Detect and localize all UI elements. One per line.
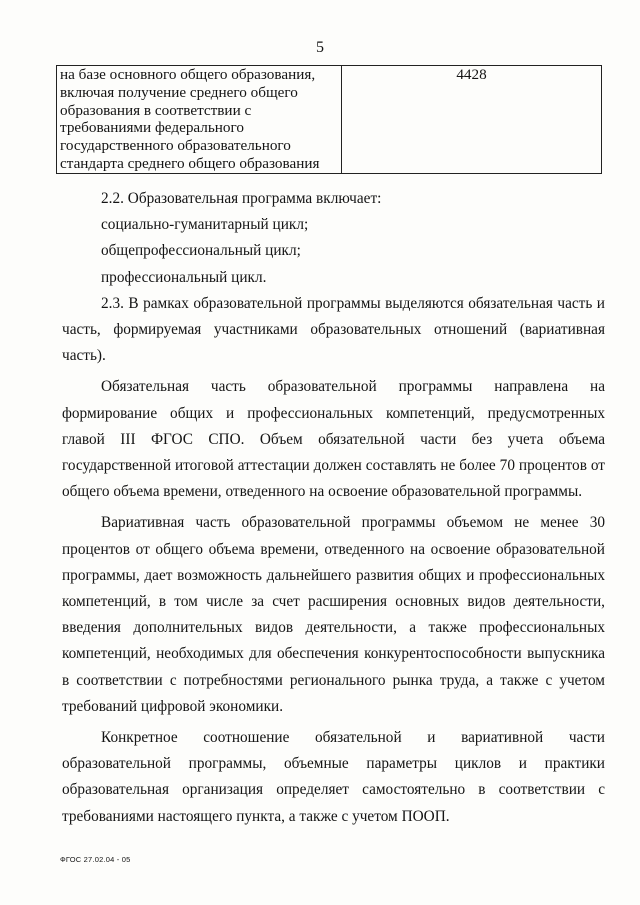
list-item: профессиональный цикл. [101,268,267,286]
document-code: ФГОС 27.02.04 - 05 [60,855,131,864]
table-cell-line: образования в соответствии с [60,101,252,119]
table-cell-line: требованиями федерального [60,119,244,137]
paragraph-variable-part: Вариативная часть образовательной программы объемом не менее 30 процентов от общего объема времени, отведенного на освоение образовательной программы, дает возможность дальнейшего развития общих и профессиональных компетенций, в том числе за счет расширения основных видов деятельности, введения дополнительных видов деятельности, а также профессиональных компетенций, необходимых для обеспечения конкурентоспособности выпускника в соответствии с потребностями регионального рынка труда, а также с учетом требований цифровой экономики. [62,514,605,715]
paragraph-mandatory-part: Обязательная часть образовательной программы направлена на формирование общих и профессиональных компетенций, предусмотренных главой III ФГОС СПО. Объем обязательной части без учета объема государственной итоговой аттестации должен составлять не более 70 процентов от общего объема времени, отведенного на освоение образовательной программы. [62,378,605,501]
table-cell-line: стандарта среднего общего образования [60,154,320,172]
table-cell-line: включая получение среднего общего [60,83,298,101]
paragraph-2-3: 2.3. В рамках образовательной программы выделяются обязательная часть и часть, формируемая участниками образовательных отношений (вариативная часть). [62,294,605,365]
paragraph-ratio: Конкретное соотношение обязательной и вариативной части образовательной программы, объемные параметры циклов и практики образовательная организация определяет самостоятельно в соответствии с требованиями настоящего пункта, а также с учетом ПООП. [62,729,605,825]
table-cell-education-basis [57,66,342,174]
section-2-2-intro: 2.2. Образовательная программа включает: [101,190,382,207]
table-row [57,66,602,174]
page-number: 5 [316,39,324,56]
requirements-table [56,65,602,174]
document-body [62,186,605,830]
table-cell-line: на базе основного общего образования, [60,66,316,83]
list-item: общепрофессиональный цикл; [101,242,301,260]
list-item: социально-гуманитарный цикл; [101,216,309,234]
table-cell-line: государственного образовательного [60,137,291,155]
table-cell-hours: 4428 [342,66,602,174]
